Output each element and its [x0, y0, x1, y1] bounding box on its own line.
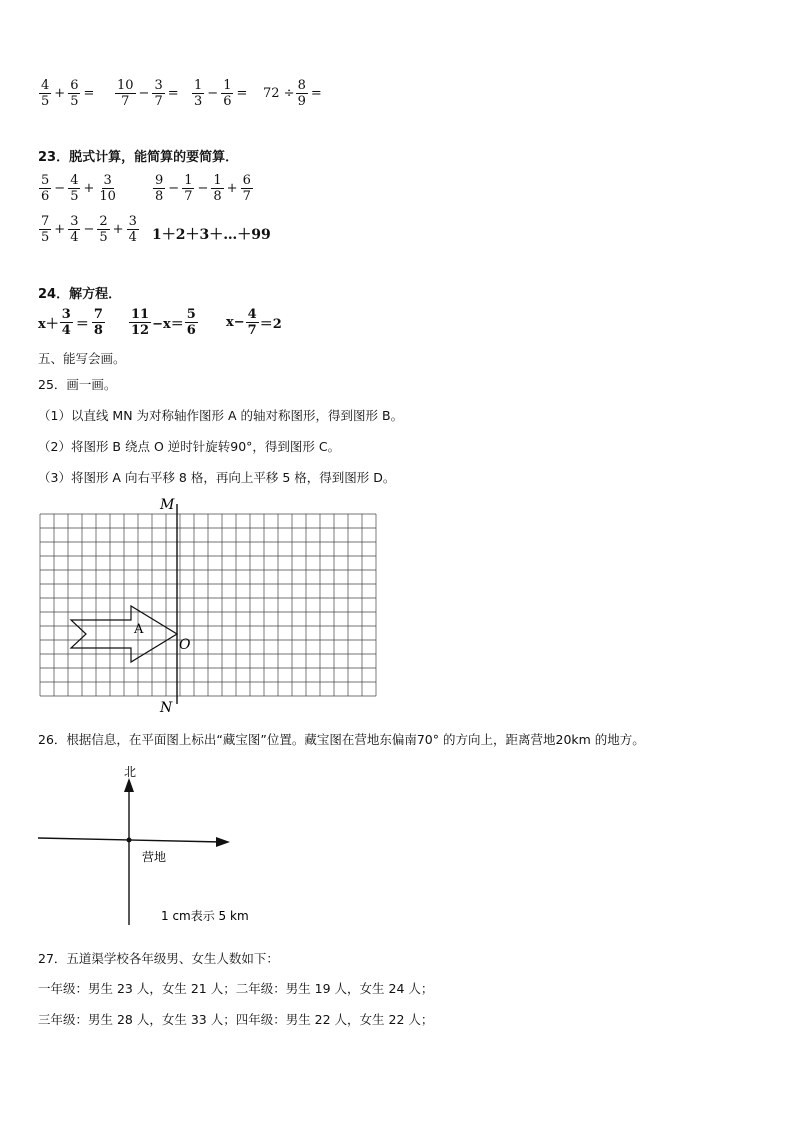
denominator: 8 [93, 323, 103, 338]
denominator: 8 [155, 189, 164, 204]
label-n: N [160, 700, 173, 716]
numerator: 1 [194, 78, 203, 93]
fraction [68, 79, 80, 108]
numerator: 3 [103, 173, 112, 188]
q25-item-3: （3）将图形 A 向右平移 8 格，再向上平移 5 格，得到图形 D。 [38, 470, 396, 485]
q24-equation-3 [226, 308, 282, 337]
middle-term: −x＝ [152, 317, 184, 332]
lead-term: x＋ [38, 317, 59, 332]
denominator: 5 [41, 94, 50, 109]
numerator: 3 [128, 214, 137, 229]
denominator: 6 [223, 94, 232, 109]
q23-expr-2 [152, 174, 254, 203]
operator: − [207, 86, 219, 101]
denominator: 7 [242, 189, 251, 204]
operator: + [226, 181, 238, 196]
label-a: A [134, 622, 144, 637]
q24-equation-1 [38, 308, 106, 337]
lead-term: 72 ÷ [263, 86, 295, 101]
camp-label: 营地 [142, 850, 167, 864]
denominator: 5 [99, 230, 108, 245]
denominator: 5 [41, 230, 50, 245]
calc-expr-2 [114, 79, 181, 108]
numerator: 5 [41, 173, 50, 188]
compass-plan-figure [30, 760, 300, 930]
tail-term: ＝2 [259, 317, 282, 332]
east-arrow-icon [216, 837, 230, 847]
denominator: 7 [154, 94, 163, 109]
label-o: O [179, 637, 191, 653]
denominator: 8 [213, 189, 222, 204]
denominator: 4 [70, 230, 79, 245]
denominator: 10 [99, 189, 116, 204]
numerator: 3 [70, 214, 79, 229]
grid-lines [40, 514, 376, 696]
north-label: 北 [124, 765, 137, 779]
operator: + [112, 222, 124, 237]
numerator: 3 [61, 307, 71, 322]
label-m: M [160, 497, 175, 513]
numerator: 7 [41, 214, 50, 229]
numerator: 5 [186, 307, 196, 322]
numerator: 1 [223, 78, 232, 93]
denominator: 4 [61, 323, 71, 338]
q24-equation-2 [128, 308, 199, 337]
north-arrow-icon [124, 778, 134, 792]
numerator: 2 [99, 214, 108, 229]
q25-item-2: （2）将图形 B 绕点 O 逆时针旋转90°，得到图形 C。 [38, 439, 341, 454]
operator: − [168, 181, 180, 196]
denominator: 7 [247, 323, 257, 338]
numerator: 1 [213, 173, 222, 188]
lead-term: x− [226, 315, 245, 330]
operator: − [83, 222, 95, 237]
equals-sign: = [236, 86, 248, 101]
fraction [296, 79, 308, 108]
q27-line-2: 三年级：男生 28 人，女生 33 人；四年级：男生 22 人，女生 22 人； [38, 1012, 434, 1027]
calc-expr-4 [263, 79, 324, 108]
denominator: 7 [121, 94, 130, 109]
denominator: 3 [194, 94, 203, 109]
operator: − [54, 181, 66, 196]
numerator: 8 [297, 78, 306, 93]
calc-expr-1 [38, 79, 96, 108]
q27-line-1: 一年级：男生 23 人，女生 21 人；二年级：男生 19 人，女生 24 人； [38, 981, 434, 996]
section-5-title: 五、能写会画。 [38, 351, 126, 366]
fraction [115, 79, 136, 108]
question-24-title: 24．解方程． [38, 287, 122, 302]
numerator: 4 [247, 307, 257, 322]
numerator: 9 [155, 173, 164, 188]
denominator: 7 [184, 189, 193, 204]
numerator: 10 [117, 78, 134, 93]
operator: + [54, 222, 66, 237]
denominator: 6 [186, 323, 196, 338]
numerator: 7 [93, 307, 103, 322]
equals-sign: = [83, 86, 95, 101]
fraction [221, 79, 233, 108]
denominator: 9 [297, 94, 306, 109]
q23-expr-1 [38, 174, 119, 203]
equals-sign: = [167, 86, 179, 101]
numerator: 1 [184, 173, 193, 188]
operator: − [138, 86, 150, 101]
question-23-title: 23．脱式计算，能简算的要简算． [38, 150, 239, 165]
numerator: 11 [131, 307, 150, 322]
fraction [192, 79, 204, 108]
q25-item-1: （1）以直线 MN 为对称轴作图形 A 的轴对称图形，得到图形 B。 [38, 408, 404, 423]
calc-expr-3 [191, 79, 249, 108]
equals-sign: ＝ [75, 317, 89, 332]
denominator: 5 [70, 94, 79, 109]
symmetry-grid-figure [30, 494, 390, 716]
denominator: 6 [41, 189, 50, 204]
question-26-title: 26．根据信息，在平面图上标出“藏宝图”位置。藏宝图在营地东偏南70° 的方向上，距离营地20km 的地方。 [38, 732, 645, 747]
scale-label: 1 cm表示 5 km [161, 909, 249, 923]
denominator: 12 [131, 323, 150, 338]
q23-expr-3 [38, 215, 140, 244]
operator: − [197, 181, 209, 196]
numerator: 4 [70, 173, 79, 188]
camp-point [127, 838, 132, 843]
numerator: 6 [70, 78, 79, 93]
fraction [39, 79, 51, 108]
operator: + [83, 181, 95, 196]
fraction [152, 79, 164, 108]
operator: + [54, 86, 66, 101]
question-25-title: 25．画一画。 [38, 377, 117, 392]
question-27-title: 27．五道渠学校各年级男、女生人数如下： [38, 951, 279, 966]
q23-expr-4: 1＋2＋3＋…＋99 [152, 227, 271, 243]
numerator: 4 [41, 78, 50, 93]
numerator: 3 [154, 78, 163, 93]
denominator: 4 [128, 230, 137, 245]
numerator: 6 [242, 173, 251, 188]
denominator: 5 [70, 189, 79, 204]
equals-sign: = [310, 86, 322, 101]
